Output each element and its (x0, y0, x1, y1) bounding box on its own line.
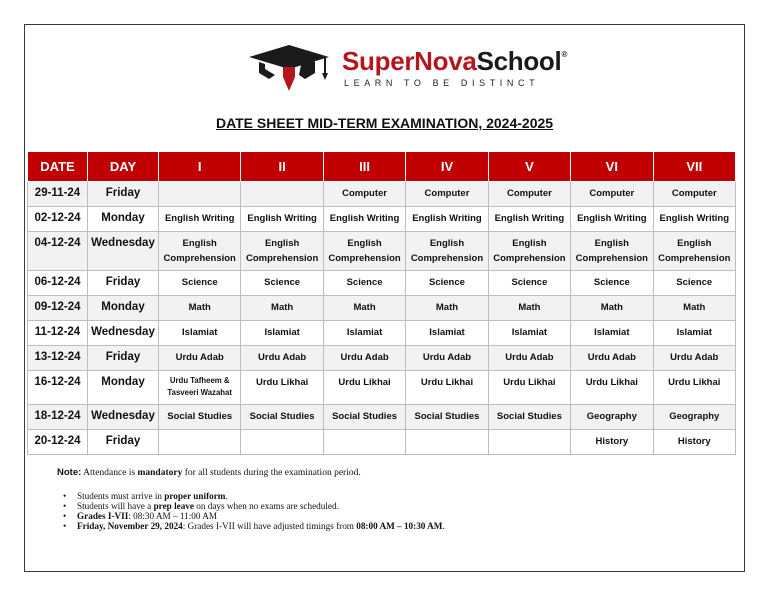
subject-cell: Islamiat (653, 321, 735, 346)
header-grade-7: VII (653, 152, 735, 182)
subject-cell: Science (488, 271, 570, 296)
subject-cell: Social Studies (241, 405, 323, 430)
subject-cell (406, 430, 488, 455)
subject-cell: Islamiat (241, 321, 323, 346)
subject-cell: Islamiat (488, 321, 570, 346)
subject-cell: Science (571, 271, 653, 296)
date-cell: 16-12-24 (28, 371, 88, 405)
subject-cell: English Writing (323, 207, 405, 232)
date-cell: 11-12-24 (28, 321, 88, 346)
subject-cell: Social Studies (323, 405, 405, 430)
table-row (28, 207, 736, 232)
bullet-item: • Students must arrive in proper uniform. (63, 491, 228, 501)
day-cell: Monday (88, 371, 159, 405)
date-cell: 06-12-24 (28, 271, 88, 296)
subject-cell (488, 430, 570, 455)
note-text-before: Attendance is (83, 468, 138, 478)
brand-name (342, 46, 567, 77)
subject-cell: Math (241, 296, 323, 321)
subject-cell: English Writing (571, 207, 653, 232)
table-row (28, 405, 736, 430)
subject-cell: English Writing (241, 207, 323, 232)
brand-name-part2: School (476, 46, 562, 76)
subject-cell: English Comprehension (241, 232, 323, 271)
header-grade-5: V (488, 152, 570, 182)
date-cell: 18-12-24 (28, 405, 88, 430)
subject-cell: Islamiat (406, 321, 488, 346)
subject-cell: Urdu Likhai (653, 371, 735, 405)
day-cell: Friday (88, 430, 159, 455)
subject-cell: Geography (653, 405, 735, 430)
header-grade-2: II (241, 152, 323, 182)
subject-cell (241, 430, 323, 455)
subject-cell: Computer (488, 182, 570, 207)
brand-tagline: LEARN TO BE DISTINCT (344, 78, 540, 88)
subject-cell: Urdu Likhai (488, 371, 570, 405)
subject-cell: English Comprehension (406, 232, 488, 271)
subject-cell: History (571, 430, 653, 455)
day-cell: Friday (88, 182, 159, 207)
subject-cell: English Comprehension (323, 232, 405, 271)
note-text-after: for all students during the examination period. (182, 468, 361, 478)
bullet-item: • Students will have a prep leave on days when no exams are scheduled. (63, 501, 339, 511)
day-cell: Friday (88, 271, 159, 296)
subject-cell: Computer (323, 182, 405, 207)
subject-cell (323, 430, 405, 455)
subject-cell: Urdu Likhai (571, 371, 653, 405)
brand-name-part1: SuperNova (342, 46, 477, 76)
table-row (28, 296, 736, 321)
table-row (28, 232, 736, 271)
date-sheet-table (27, 151, 736, 455)
header-date: DATE (28, 152, 88, 182)
registered-mark: ® (561, 50, 568, 59)
subject-cell: Science (406, 271, 488, 296)
date-cell: 20-12-24 (28, 430, 88, 455)
subject-cell (159, 430, 241, 455)
table-row (28, 346, 736, 371)
subject-cell: English Writing (406, 207, 488, 232)
day-cell: Wednesday (88, 232, 159, 271)
subject-cell: Islamiat (323, 321, 405, 346)
day-cell: Monday (88, 207, 159, 232)
subject-cell: English Writing (653, 207, 735, 232)
bullet-item: • Friday, November 29, 2024: Grades I-VII will have adjusted timings from 08:00 AM – 10:30 AM. (63, 521, 445, 531)
table-row (28, 430, 736, 455)
subject-cell: Urdu Adab (159, 346, 241, 371)
day-cell: Monday (88, 296, 159, 321)
header-grade-1: I (159, 152, 241, 182)
subject-cell: Social Studies (488, 405, 570, 430)
subject-cell: Math (159, 296, 241, 321)
subject-cell: Science (323, 271, 405, 296)
subject-cell: Urdu Adab (571, 346, 653, 371)
page-title-text: DATE SHEET MID-TERM EXAMINATION, 2024-2025 (215, 115, 554, 131)
subject-cell: Math (571, 296, 653, 321)
subject-cell: Science (159, 271, 241, 296)
table-body (28, 182, 736, 455)
table-row (28, 321, 736, 346)
day-cell: Friday (88, 346, 159, 371)
subject-cell: Islamiat (159, 321, 241, 346)
subject-cell: Math (406, 296, 488, 321)
document-page (24, 24, 745, 572)
subject-cell: Social Studies (406, 405, 488, 430)
header-grade-3: III (323, 152, 405, 182)
subject-cell: English Comprehension (571, 232, 653, 271)
graduation-cap-logo-icon (245, 43, 337, 97)
subject-cell: Computer (571, 182, 653, 207)
subject-cell: Islamiat (571, 321, 653, 346)
day-cell: Wednesday (88, 321, 159, 346)
subject-cell: Math (323, 296, 405, 321)
subject-cell: Urdu Adab (323, 346, 405, 371)
date-cell: 04-12-24 (28, 232, 88, 271)
subject-cell: Urdu Adab (406, 346, 488, 371)
subject-cell: Urdu Adab (488, 346, 570, 371)
subject-cell: English Writing (488, 207, 570, 232)
subject-cell: Urdu Adab (653, 346, 735, 371)
subject-cell: Math (653, 296, 735, 321)
subject-cell: English Comprehension (488, 232, 570, 271)
subject-cell: English Comprehension (653, 232, 735, 271)
note-text-bold: mandatory (137, 468, 183, 478)
subject-cell: Computer (653, 182, 735, 207)
subject-cell (241, 182, 323, 207)
note-label: Note: (57, 467, 82, 478)
subject-cell: Geography (571, 405, 653, 430)
header-day: DAY (88, 152, 159, 182)
date-cell: 09-12-24 (28, 296, 88, 321)
table-row (28, 271, 736, 296)
page-title (25, 115, 744, 131)
school-logo (245, 43, 568, 99)
subject-cell: Science (241, 271, 323, 296)
date-cell: 13-12-24 (28, 346, 88, 371)
day-cell: Wednesday (88, 405, 159, 430)
subject-cell: Social Studies (159, 405, 241, 430)
bullet-item: • Grades I-VII: 08:30 AM – 11:00 AM (63, 511, 218, 521)
date-cell: 29-11-24 (28, 182, 88, 207)
subject-cell: Computer (406, 182, 488, 207)
subject-cell: Urdu Tafheem & Tasveeri Wazahat (159, 371, 241, 405)
header-grade-6: VI (571, 152, 653, 182)
subject-cell (159, 182, 241, 207)
subject-cell: Urdu Likhai (241, 371, 323, 405)
table-row (28, 371, 736, 405)
subject-cell: Urdu Likhai (406, 371, 488, 405)
subject-cell: English Writing (159, 207, 241, 232)
subject-cell: Urdu Adab (241, 346, 323, 371)
subject-cell: History (653, 430, 735, 455)
subject-cell: Science (653, 271, 735, 296)
subject-cell: English Comprehension (159, 232, 241, 271)
date-cell: 02-12-24 (28, 207, 88, 232)
table-row (28, 182, 736, 207)
table-header-row (28, 152, 736, 182)
subject-cell: Urdu Likhai (323, 371, 405, 405)
attendance-note (57, 467, 361, 478)
subject-cell: Math (488, 296, 570, 321)
header-grade-4: IV (406, 152, 488, 182)
